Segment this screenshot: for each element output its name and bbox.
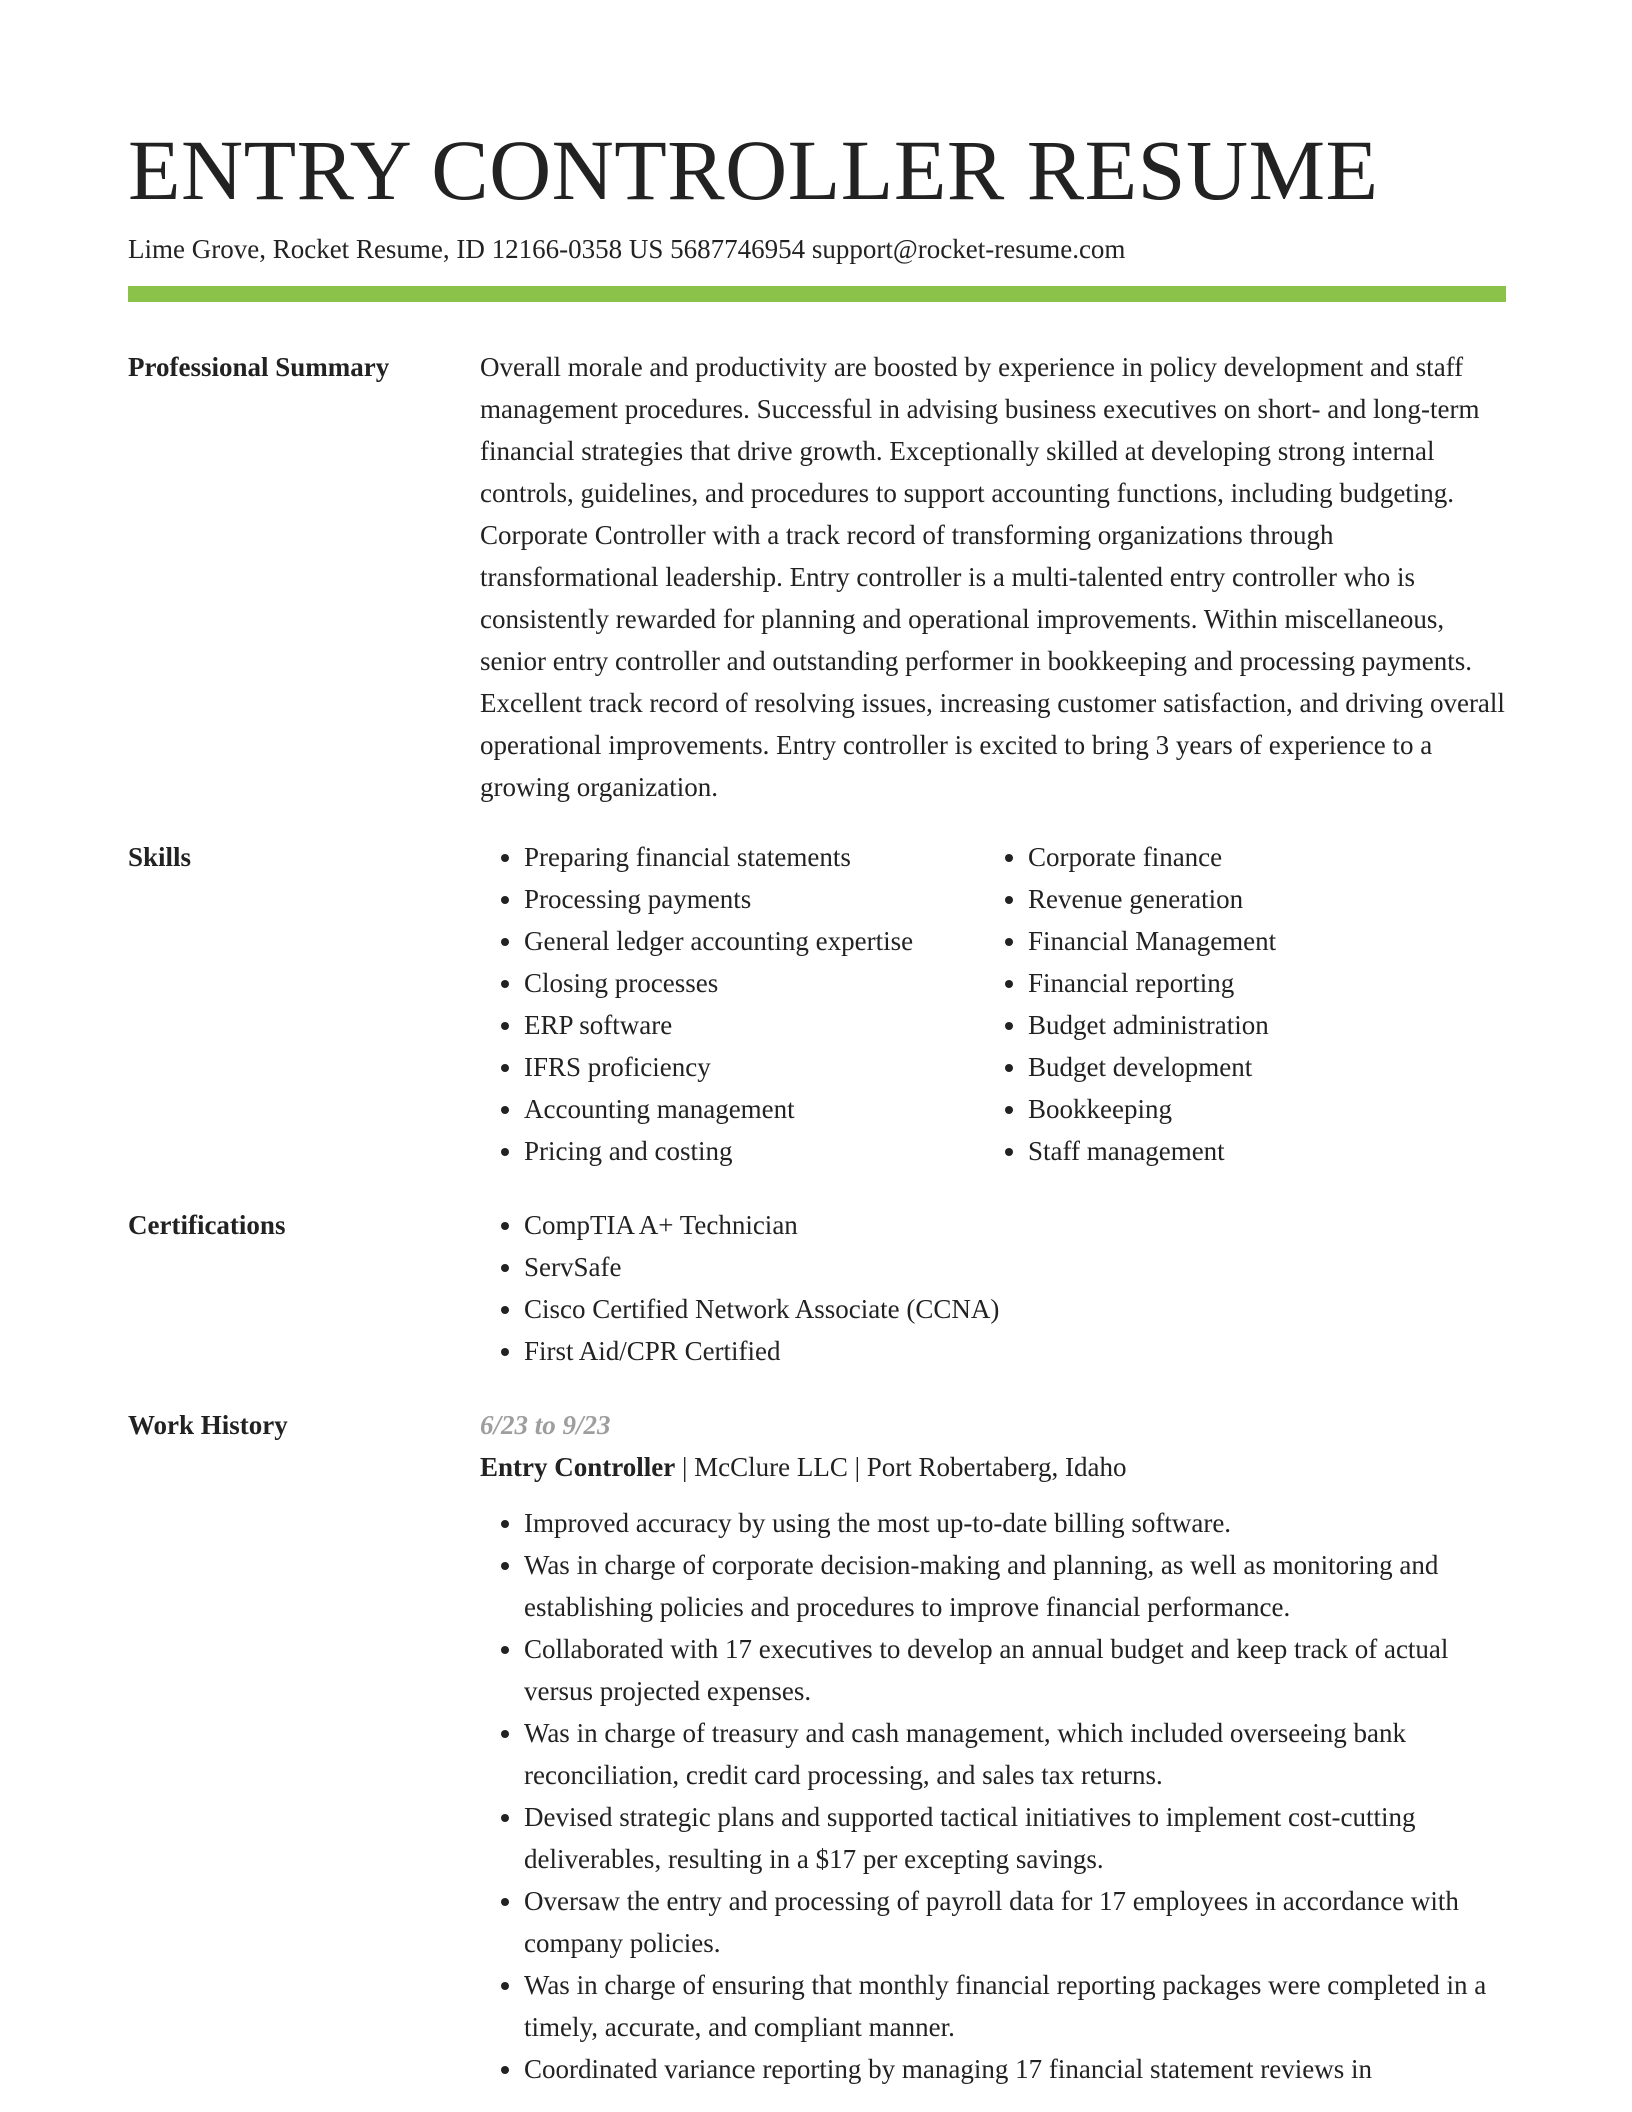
certification-item: • CompTIA A+ Technician xyxy=(524,1204,1506,1246)
job-company-location: | McClure LLC | Port Robertaberg, Idaho xyxy=(675,1452,1127,1482)
job-bullet: • Was in charge of corporate decision-making and planning, as well as monitoring and establishing policies and procedures to improve financial performance. xyxy=(524,1544,1506,1628)
skills-column-left xyxy=(480,836,984,1172)
header-divider xyxy=(128,286,1506,302)
skills-body xyxy=(480,836,1506,1172)
certifications-section xyxy=(128,1204,1506,1372)
job-bullet: • Was in charge of ensuring that monthly financial reporting packages were completed in a timely, accurate, and compliant manner. xyxy=(524,1964,1506,2048)
summary-heading: Professional Summary xyxy=(128,352,390,382)
job-dates: 6/23 to 9/23 xyxy=(480,1410,611,1440)
skills-list-left xyxy=(480,836,984,1172)
skills-heading: Skills xyxy=(128,842,192,872)
skill-item: • Closing processes xyxy=(524,962,984,1004)
skills-columns xyxy=(480,836,1506,1172)
skill-item: • Budget development xyxy=(1028,1046,1488,1088)
job-bullets xyxy=(480,1502,1506,2090)
job-bullet: • Improved accuracy by using the most up-to-date billing software. xyxy=(524,1502,1506,1544)
summary-text: Overall morale and productivity are boosted by experience in policy development and staff management procedures. Successful in advising business executives on short- and long-term financial strategies that drive growth. Exceptionally skilled at developing strong internal controls, guidelines, and procedures to support accounting functions, including budgeting. Corporate Controller with a track record of transforming organizations through transformational leadership. Entry controller is a multi-talented entry controller who is consistently rewarded for planning and operational improvements. Within miscellaneous, senior entry controller and outstanding performer in bookkeeping and processing payments. Excellent track record of resolving issues, increasing customer satisfaction, and driving overall operational improvements. Entry controller is excited to bring 3 years of experience to a growing organization. xyxy=(480,352,1505,802)
job-bullet: • Collaborated with 17 executives to develop an annual budget and keep track of actual versus projected expenses. xyxy=(524,1628,1506,1712)
skills-list-right xyxy=(984,836,1488,1172)
skill-item: • Corporate finance xyxy=(1028,836,1488,878)
job-title: Entry Controller xyxy=(480,1452,676,1482)
certifications-body xyxy=(480,1204,1506,1372)
job-entry xyxy=(480,1404,1506,2090)
resume-title: ENTRY CONTROLLER RESUME xyxy=(128,122,1379,218)
job-bullet: • Oversaw the entry and processing of payroll data for 17 employees in accordance with company policies. xyxy=(524,1880,1506,1964)
certification-item: • Cisco Certified Network Associate (CCNA) xyxy=(524,1288,1506,1330)
job-bullet: • Devised strategic plans and supported tactical initiatives to implement cost-cutting deliverables, resulting in a $17 per excepting savings. xyxy=(524,1796,1506,1880)
contact-info: Lime Grove, Rocket Resume, ID 12166-0358 US 5687746954 support@rocket-resume.com xyxy=(128,234,1126,264)
skill-item: • Processing payments xyxy=(524,878,984,920)
skill-item: • Revenue generation xyxy=(1028,878,1488,920)
skill-item: • Financial Management xyxy=(1028,920,1488,962)
work-history-body xyxy=(480,1404,1506,2090)
job-bullet: • Was in charge of treasury and cash management, which included overseeing bank reconciliation, credit card processing, and sales tax returns. xyxy=(524,1712,1506,1796)
skill-item: • General ledger accounting expertise xyxy=(524,920,984,962)
summary-body xyxy=(480,346,1506,808)
skill-item: • Financial reporting xyxy=(1028,962,1488,1004)
skill-item: • Staff management xyxy=(1028,1130,1488,1172)
job-bullet: • Coordinated variance reporting by managing 17 financial statement reviews in xyxy=(524,2048,1506,2090)
skill-item: • Bookkeeping xyxy=(1028,1088,1488,1130)
certifications-list xyxy=(480,1204,1506,1372)
skill-item: • Pricing and costing xyxy=(524,1130,984,1172)
skill-item: • IFRS proficiency xyxy=(524,1046,984,1088)
skills-column-right xyxy=(984,836,1488,1172)
summary-section xyxy=(128,346,1506,802)
job-heading xyxy=(480,1446,1506,1488)
skill-item: • ERP software xyxy=(524,1004,984,1046)
skill-item: • Preparing financial statements xyxy=(524,836,984,878)
work-history-section xyxy=(128,1404,1506,2104)
certification-item: • ServSafe xyxy=(524,1246,1506,1288)
skills-section xyxy=(128,836,1506,1172)
skill-item: • Budget administration xyxy=(1028,1004,1488,1046)
skill-item: • Accounting management xyxy=(524,1088,984,1130)
certifications-heading: Certifications xyxy=(128,1210,286,1240)
work-history-heading: Work History xyxy=(128,1410,288,1440)
certification-item: • First Aid/CPR Certified xyxy=(524,1330,1506,1372)
